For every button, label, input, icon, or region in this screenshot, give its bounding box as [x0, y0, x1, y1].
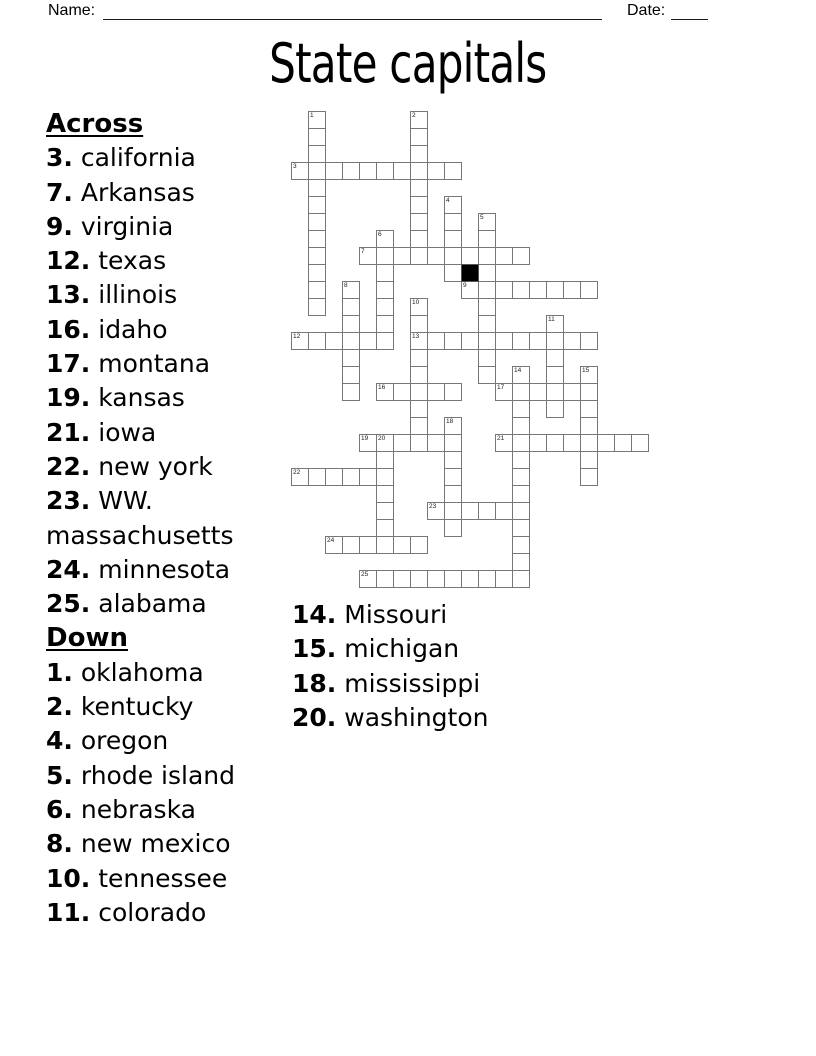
grid-cell[interactable]: [512, 366, 530, 384]
clue-item: [292, 632, 552, 666]
grid-cell[interactable]: [376, 332, 394, 350]
clue-text: michigan: [336, 634, 460, 664]
clue-number: 12.: [46, 246, 91, 276]
grid-cell[interactable]: [427, 434, 445, 452]
grid-cell[interactable]: [478, 332, 496, 350]
grid-cell[interactable]: [342, 468, 360, 486]
grid-cell[interactable]: [444, 264, 462, 282]
date-label: Date:: [627, 2, 666, 19]
worksheet-title-wrap: [0, 33, 816, 95]
grid-cell[interactable]: [546, 434, 564, 452]
grid-cell[interactable]: [495, 502, 513, 520]
grid-cell[interactable]: [393, 162, 411, 180]
clue-item: [292, 701, 552, 735]
grid-cell[interactable]: [546, 400, 564, 418]
cell-number: 14: [514, 367, 522, 374]
cell-number: 20: [378, 435, 386, 442]
grid-cell[interactable]: [308, 145, 326, 163]
grid-cell[interactable]: [546, 383, 564, 401]
grid-cell[interactable]: [308, 111, 326, 129]
grid-cell[interactable]: [308, 230, 326, 248]
grid-cell[interactable]: [410, 213, 428, 231]
grid-cell[interactable]: [291, 332, 309, 350]
clue-number: 7.: [46, 177, 73, 207]
grid-cell[interactable]: [410, 128, 428, 146]
grid-cell[interactable]: [478, 247, 496, 265]
cell-number: 1: [310, 112, 314, 119]
clue-text: oklahoma: [72, 657, 204, 687]
clue-item: [46, 759, 260, 793]
across-heading: Across: [46, 109, 144, 139]
clue-number: 20.: [292, 702, 337, 732]
cell-number: 23: [429, 503, 437, 510]
clue-item: [46, 278, 260, 312]
grid-cell[interactable]: [410, 400, 428, 418]
grid-cell[interactable]: [580, 383, 598, 401]
clue-number: 24.: [46, 554, 91, 584]
clue-item: [46, 381, 260, 415]
grid-cell[interactable]: [308, 264, 326, 282]
grid-cell[interactable]: [410, 536, 428, 554]
grid-cell[interactable]: [291, 162, 309, 180]
cell-number: 6: [378, 231, 382, 238]
grid-cell[interactable]: [376, 298, 394, 316]
grid-cell[interactable]: [393, 570, 411, 588]
grid-cell[interactable]: [376, 468, 394, 486]
clue-number: 2.: [46, 692, 73, 722]
page-title: State capitals: [269, 32, 547, 95]
grid-cell[interactable]: [342, 332, 360, 350]
grid-cell[interactable]: [631, 434, 649, 452]
grid-cell[interactable]: [529, 434, 547, 452]
clue-number: 22.: [46, 451, 91, 481]
clue-item: [46, 141, 260, 175]
clue-text: Missouri: [336, 600, 448, 629]
clue-number: 21.: [46, 417, 91, 447]
grid-cell[interactable]: [410, 145, 428, 163]
grid-cell[interactable]: [427, 502, 445, 520]
clue-item: [46, 244, 260, 278]
clue-number: 23.: [46, 486, 91, 516]
grid-cell[interactable]: [546, 366, 564, 384]
grid-cell[interactable]: [427, 332, 445, 350]
grid-cell[interactable]: [597, 434, 615, 452]
grid-cell[interactable]: [393, 434, 411, 452]
clue-text: oregon: [72, 726, 169, 756]
grid-cell[interactable]: [359, 570, 377, 588]
grid-cell[interactable]: [444, 519, 462, 537]
grid-cell[interactable]: [495, 570, 513, 588]
clue-number: 6.: [46, 794, 73, 824]
clue-text: colorado: [90, 897, 207, 927]
clue-column-right: [292, 598, 552, 735]
grid-cell[interactable]: [410, 179, 428, 197]
grid-cell[interactable]: [376, 230, 394, 248]
clue-text: texas: [90, 246, 167, 276]
grid-cell[interactable]: [478, 315, 496, 333]
grid-cell[interactable]: [376, 519, 394, 537]
grid-cell[interactable]: [461, 332, 479, 350]
grid-cell[interactable]: [580, 366, 598, 384]
clue-number: 17.: [46, 349, 91, 379]
grid-cell[interactable]: [444, 417, 462, 435]
grid-cell[interactable]: [563, 332, 581, 350]
clue-text: iowa: [90, 417, 157, 447]
grid-cell[interactable]: [478, 230, 496, 248]
grid-cell[interactable]: [478, 298, 496, 316]
grid-cell[interactable]: [614, 434, 632, 452]
cell-number: 8: [344, 282, 348, 289]
clue-number: 5.: [46, 760, 73, 790]
grid-cell[interactable]: [308, 281, 326, 299]
grid-cell[interactable]: [308, 179, 326, 197]
grid-cell[interactable]: [410, 570, 428, 588]
grid-cell[interactable]: [376, 434, 394, 452]
grid-cell[interactable]: [444, 485, 462, 503]
grid-cell[interactable]: [512, 417, 530, 435]
cell-number: 5: [480, 214, 484, 221]
cell-number: 21: [497, 435, 505, 442]
grid-cell[interactable]: [291, 468, 309, 486]
grid-cell[interactable]: [478, 213, 496, 231]
clue-number: 16.: [46, 314, 91, 344]
clue-text: illinois: [90, 280, 178, 310]
clue-text: kansas: [90, 383, 185, 413]
grid-cell[interactable]: [376, 281, 394, 299]
clue-item: [46, 896, 260, 930]
grid-cell[interactable]: [512, 519, 530, 537]
clue-number: 25.: [46, 589, 91, 619]
grid-cell[interactable]: [342, 536, 360, 554]
grid-cell[interactable]: [410, 366, 428, 384]
grid-cell[interactable]: [512, 553, 530, 571]
grid-cell[interactable]: [410, 383, 428, 401]
clue-text: minnesota: [90, 554, 231, 584]
grid-cell[interactable]: [580, 332, 598, 350]
grid-cell[interactable]: [342, 366, 360, 384]
grid-cell[interactable]: [546, 349, 564, 367]
cell-number: 12: [293, 333, 301, 340]
grid-cell[interactable]: [444, 383, 462, 401]
clue-item: [46, 450, 260, 484]
cell-number: 3: [293, 163, 297, 170]
clue-number: 10.: [46, 863, 91, 893]
grid-cell[interactable]: [512, 434, 530, 452]
grid-cell[interactable]: [376, 485, 394, 503]
cell-number: 19: [361, 435, 369, 442]
name-fill-line[interactable]: [103, 0, 602, 20]
grid-cell[interactable]: [444, 332, 462, 350]
grid-cell[interactable]: [495, 281, 513, 299]
clue-text: rhode island: [72, 760, 235, 790]
grid-cell[interactable]: [376, 451, 394, 469]
grid-cell[interactable]: [580, 468, 598, 486]
grid-cell[interactable]: [495, 383, 513, 401]
grid-cell[interactable]: [376, 570, 394, 588]
clue-text: idaho: [90, 314, 168, 344]
grid-cell[interactable]: [512, 383, 530, 401]
clue-number: 9.: [46, 211, 73, 241]
clue-number: 14.: [292, 600, 337, 629]
clue-item: [46, 724, 260, 758]
grid-cell[interactable]: [444, 196, 462, 214]
across-clue-list: [46, 141, 260, 621]
clue-number: 1.: [46, 657, 73, 687]
grid-cell[interactable]: [461, 570, 479, 588]
clue-number: 3.: [46, 143, 73, 173]
clue-text: Arkansas: [72, 177, 195, 207]
grid-cell[interactable]: [359, 162, 377, 180]
clue-text: WW. massachusetts: [46, 486, 234, 550]
cell-number: 7: [361, 248, 365, 255]
grid-cell[interactable]: [461, 502, 479, 520]
grid-cell[interactable]: [325, 332, 343, 350]
grid-cell[interactable]: [308, 298, 326, 316]
grid-cell[interactable]: [512, 468, 530, 486]
grid-cell[interactable]: [478, 570, 496, 588]
grid-cell[interactable]: [427, 570, 445, 588]
clue-item: [46, 313, 260, 347]
grid-cell[interactable]: [529, 383, 547, 401]
cell-number: 25: [361, 571, 369, 578]
grid-cell[interactable]: [427, 162, 445, 180]
grid-cell[interactable]: [580, 281, 598, 299]
grid-cell[interactable]: [580, 434, 598, 452]
grid-cell[interactable]: [563, 434, 581, 452]
clue-number: 15.: [292, 634, 337, 664]
grid-cell[interactable]: [410, 417, 428, 435]
grid-cell[interactable]: [342, 349, 360, 367]
grid-cell[interactable]: [376, 264, 394, 282]
grid-cell[interactable]: [359, 332, 377, 350]
cell-number: 18: [446, 418, 454, 425]
down-clue-list-continued: [292, 598, 552, 735]
grid-cell[interactable]: [410, 247, 428, 265]
grid-cell[interactable]: [478, 349, 496, 367]
clue-text: montana: [90, 349, 211, 379]
grid-cell[interactable]: [376, 502, 394, 520]
cell-number: 22: [293, 469, 301, 476]
clue-item: [46, 176, 260, 210]
grid-cell[interactable]: [512, 451, 530, 469]
grid-cell[interactable]: [495, 247, 513, 265]
grid-cell[interactable]: [512, 536, 530, 554]
grid-cell[interactable]: [308, 247, 326, 265]
clue-text: kentucky: [72, 692, 194, 722]
grid-cell[interactable]: [529, 281, 547, 299]
name-label: Name:: [48, 2, 96, 19]
cell-number: 11: [548, 316, 555, 323]
crossword-grid: [291, 111, 648, 587]
grid-cell[interactable]: [427, 383, 445, 401]
grid-cell[interactable]: [546, 281, 564, 299]
grid-cell[interactable]: [410, 196, 428, 214]
grid-cell[interactable]: [478, 502, 496, 520]
grid-cell[interactable]: [512, 570, 530, 588]
clue-number: 11.: [46, 897, 91, 927]
grid-cell[interactable]: [376, 536, 394, 554]
clue-text: alabama: [90, 589, 207, 619]
down-clue-list: [46, 656, 260, 930]
grid-cell[interactable]: [359, 468, 377, 486]
clue-text: mississippi: [336, 668, 481, 698]
grid-cell[interactable]: [342, 162, 360, 180]
grid-cell[interactable]: [444, 570, 462, 588]
grid-cell[interactable]: [512, 247, 530, 265]
cell-number: 24: [327, 537, 335, 544]
grid-cell[interactable]: [342, 383, 360, 401]
cell-number: 16: [378, 384, 386, 391]
grid-cell[interactable]: [308, 332, 326, 350]
grid-cell[interactable]: [410, 111, 428, 129]
down-heading: Down: [46, 623, 128, 654]
grid-cell[interactable]: [410, 349, 428, 367]
grid-cell[interactable]: [529, 332, 547, 350]
grid-cell[interactable]: [308, 213, 326, 231]
grid-cell[interactable]: [410, 434, 428, 452]
grid-cell[interactable]: [427, 247, 445, 265]
clue-number: 19.: [46, 383, 91, 413]
clue-number: 18.: [292, 668, 337, 698]
grid-cell[interactable]: [325, 468, 343, 486]
grid-cell[interactable]: [444, 230, 462, 248]
grid-cell[interactable]: [359, 247, 377, 265]
grid-cell[interactable]: [444, 502, 462, 520]
clue-item: [46, 484, 260, 553]
clue-text: tennessee: [90, 863, 228, 893]
cell-number: 17: [497, 384, 505, 391]
cell-number: 15: [582, 367, 590, 374]
grid-cell[interactable]: [308, 162, 326, 180]
grid-cell[interactable]: [546, 332, 564, 350]
grid-cell[interactable]: [580, 451, 598, 469]
grid-cell[interactable]: [444, 468, 462, 486]
grid-cell[interactable]: [308, 196, 326, 214]
clue-item: [46, 210, 260, 244]
clue-item: [46, 347, 260, 381]
grid-cell[interactable]: [393, 536, 411, 554]
grid-cell[interactable]: [512, 485, 530, 503]
black-cell: [461, 264, 479, 282]
clue-text: nebraska: [72, 794, 196, 824]
clue-text: new york: [90, 451, 213, 481]
clue-item: [292, 667, 552, 701]
grid-cell[interactable]: [512, 502, 530, 520]
clue-number: 8.: [46, 829, 73, 859]
clue-item: [46, 553, 260, 587]
clue-item: [46, 416, 260, 450]
grid-cell[interactable]: [359, 434, 377, 452]
grid-cell[interactable]: [478, 264, 496, 282]
grid-cell[interactable]: [342, 315, 360, 333]
cell-number: 2: [412, 112, 416, 119]
cell-number: 13: [412, 333, 420, 340]
grid-cell[interactable]: [444, 434, 462, 452]
grid-cell[interactable]: [410, 298, 428, 316]
grid-cell[interactable]: [444, 162, 462, 180]
date-fill-line[interactable]: [671, 0, 708, 20]
grid-cell[interactable]: [376, 162, 394, 180]
grid-cell[interactable]: [325, 536, 343, 554]
grid-cell[interactable]: [478, 281, 496, 299]
grid-cell[interactable]: [563, 281, 581, 299]
grid-cell[interactable]: [461, 281, 479, 299]
grid-cell[interactable]: [512, 332, 530, 350]
grid-cell[interactable]: [410, 162, 428, 180]
grid-cell[interactable]: [495, 434, 513, 452]
clue-number: 13.: [46, 280, 91, 310]
clue-item: [46, 793, 260, 827]
grid-cell[interactable]: [393, 383, 411, 401]
clue-text: washington: [336, 702, 489, 732]
grid-cell[interactable]: [376, 383, 394, 401]
grid-cell[interactable]: [410, 315, 428, 333]
grid-cell[interactable]: [393, 247, 411, 265]
grid-cell[interactable]: [410, 332, 428, 350]
clue-column-left: [46, 107, 260, 930]
clue-item: [292, 598, 552, 632]
grid-cell[interactable]: [308, 468, 326, 486]
grid-cell[interactable]: [376, 315, 394, 333]
clue-item: [46, 587, 260, 621]
grid-cell[interactable]: [376, 247, 394, 265]
grid-cell[interactable]: [546, 315, 564, 333]
grid-cell[interactable]: [308, 128, 326, 146]
grid-cell[interactable]: [359, 536, 377, 554]
grid-cell[interactable]: [580, 417, 598, 435]
grid-cell[interactable]: [580, 400, 598, 418]
grid-cell[interactable]: [342, 298, 360, 316]
grid-cell[interactable]: [563, 383, 581, 401]
clue-text: new mexico: [72, 829, 231, 859]
grid-cell[interactable]: [478, 366, 496, 384]
grid-cell[interactable]: [495, 332, 513, 350]
grid-cell[interactable]: [461, 247, 479, 265]
grid-cell[interactable]: [512, 400, 530, 418]
cell-number: 4: [446, 197, 450, 204]
grid-cell[interactable]: [325, 162, 343, 180]
clue-item: [46, 690, 260, 724]
clue-number: 4.: [46, 726, 73, 756]
clue-item: [46, 862, 260, 896]
grid-cell[interactable]: [410, 230, 428, 248]
grid-cell[interactable]: [444, 213, 462, 231]
grid-cell[interactable]: [444, 451, 462, 469]
cell-number: 10: [412, 299, 420, 306]
clue-text: virginia: [72, 211, 174, 241]
grid-cell[interactable]: [342, 281, 360, 299]
clue-item: [46, 827, 260, 861]
clue-text: california: [72, 143, 196, 173]
grid-cell[interactable]: [444, 247, 462, 265]
clue-item: [46, 656, 260, 690]
cell-number: 9: [463, 282, 467, 289]
grid-cell[interactable]: [512, 281, 530, 299]
